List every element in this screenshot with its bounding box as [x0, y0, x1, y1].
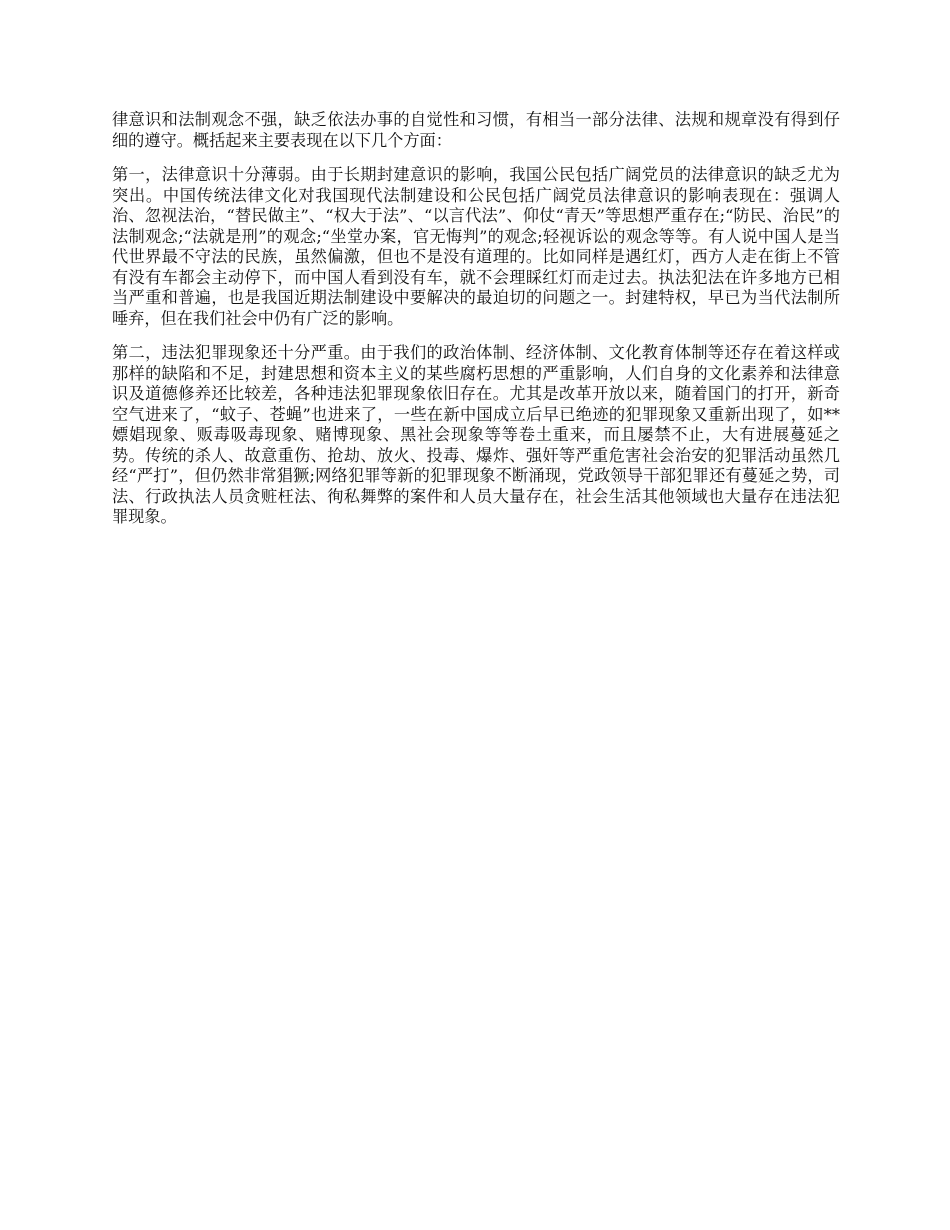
paragraph-first-point: 第一，法律意识十分薄弱。由于长期封建意识的影响，我国公民包括广阔党员的法律意识的缺乏尤为突出。中国传统法律文化对我国现代法制建设和公民包括广阔党员法律意识的影响表现在：强调人治、忽视法治，“替民做主”、“权大于法”、“以言代法”、仰仗“青天”等思想严重存在;“防民、治民”的法制观念;“法就是刑”的观念;“坐堂办案，官无悔判”的观念;轻视诉讼的观念等等。有人说中国人是当代世界最不守法的民族，虽然偏激，但也不是没有道理的。比如同样是遇红灯，西方人走在街上不管有没有车都会主动停下，而中国人看到没有车，就不会理睬红灯而走过去。执法犯法在许多地方已相当严重和普遍，也是我国近期法制建设中要解决的最迫切的问题之一。封建特权，早已为当代法制所唾弃，但在我们社会中仍有广泛的影响。	[112, 165, 840, 328]
document-page	[112, 110, 840, 542]
paragraph-intro: 律意识和法制观念不强，缺乏依法办事的自觉性和习惯，有相当一部分法律、法规和规章没有得到仔细的遵守。概括起来主要表现在以下几个方面：	[112, 110, 840, 150]
paragraph-second-point: 第二，违法犯罪现象还十分严重。由于我们的政治体制、经济体制、文化教育体制等还存在着这样或那样的缺陷和不足，封建思想和资本主义的某些腐朽思想的严重影响，人们自身的文化素养和法律意识及道德修养还比较差，各种违法犯罪现象依旧存在。尤其是改革开放以来，随着国门的打开，新奇空气进来了，“蚊子、苍蝇”也进来了，一些在新中国成立后早已绝迹的犯罪现象又重新出现了，如**嫖娼现象、贩毒吸毒现象、赌博现象、黑社会现象等等卷土重来，而且屡禁不止，大有进展蔓延之势。传统的杀人、故意重伤、抢劫、放火、投毒、爆炸、强奸等严重危害社会治安的犯罪活动虽然几经“严打”，但仍然非常猖獗;网络犯罪等新的犯罪现象不断涌现，党政领导干部犯罪还有蔓延之势，司法、行政执法人员贪赃枉法、徇私舞弊的案件和人员大量存在，社会生活其他领域也大量存在违法犯罪现象。	[112, 343, 840, 526]
